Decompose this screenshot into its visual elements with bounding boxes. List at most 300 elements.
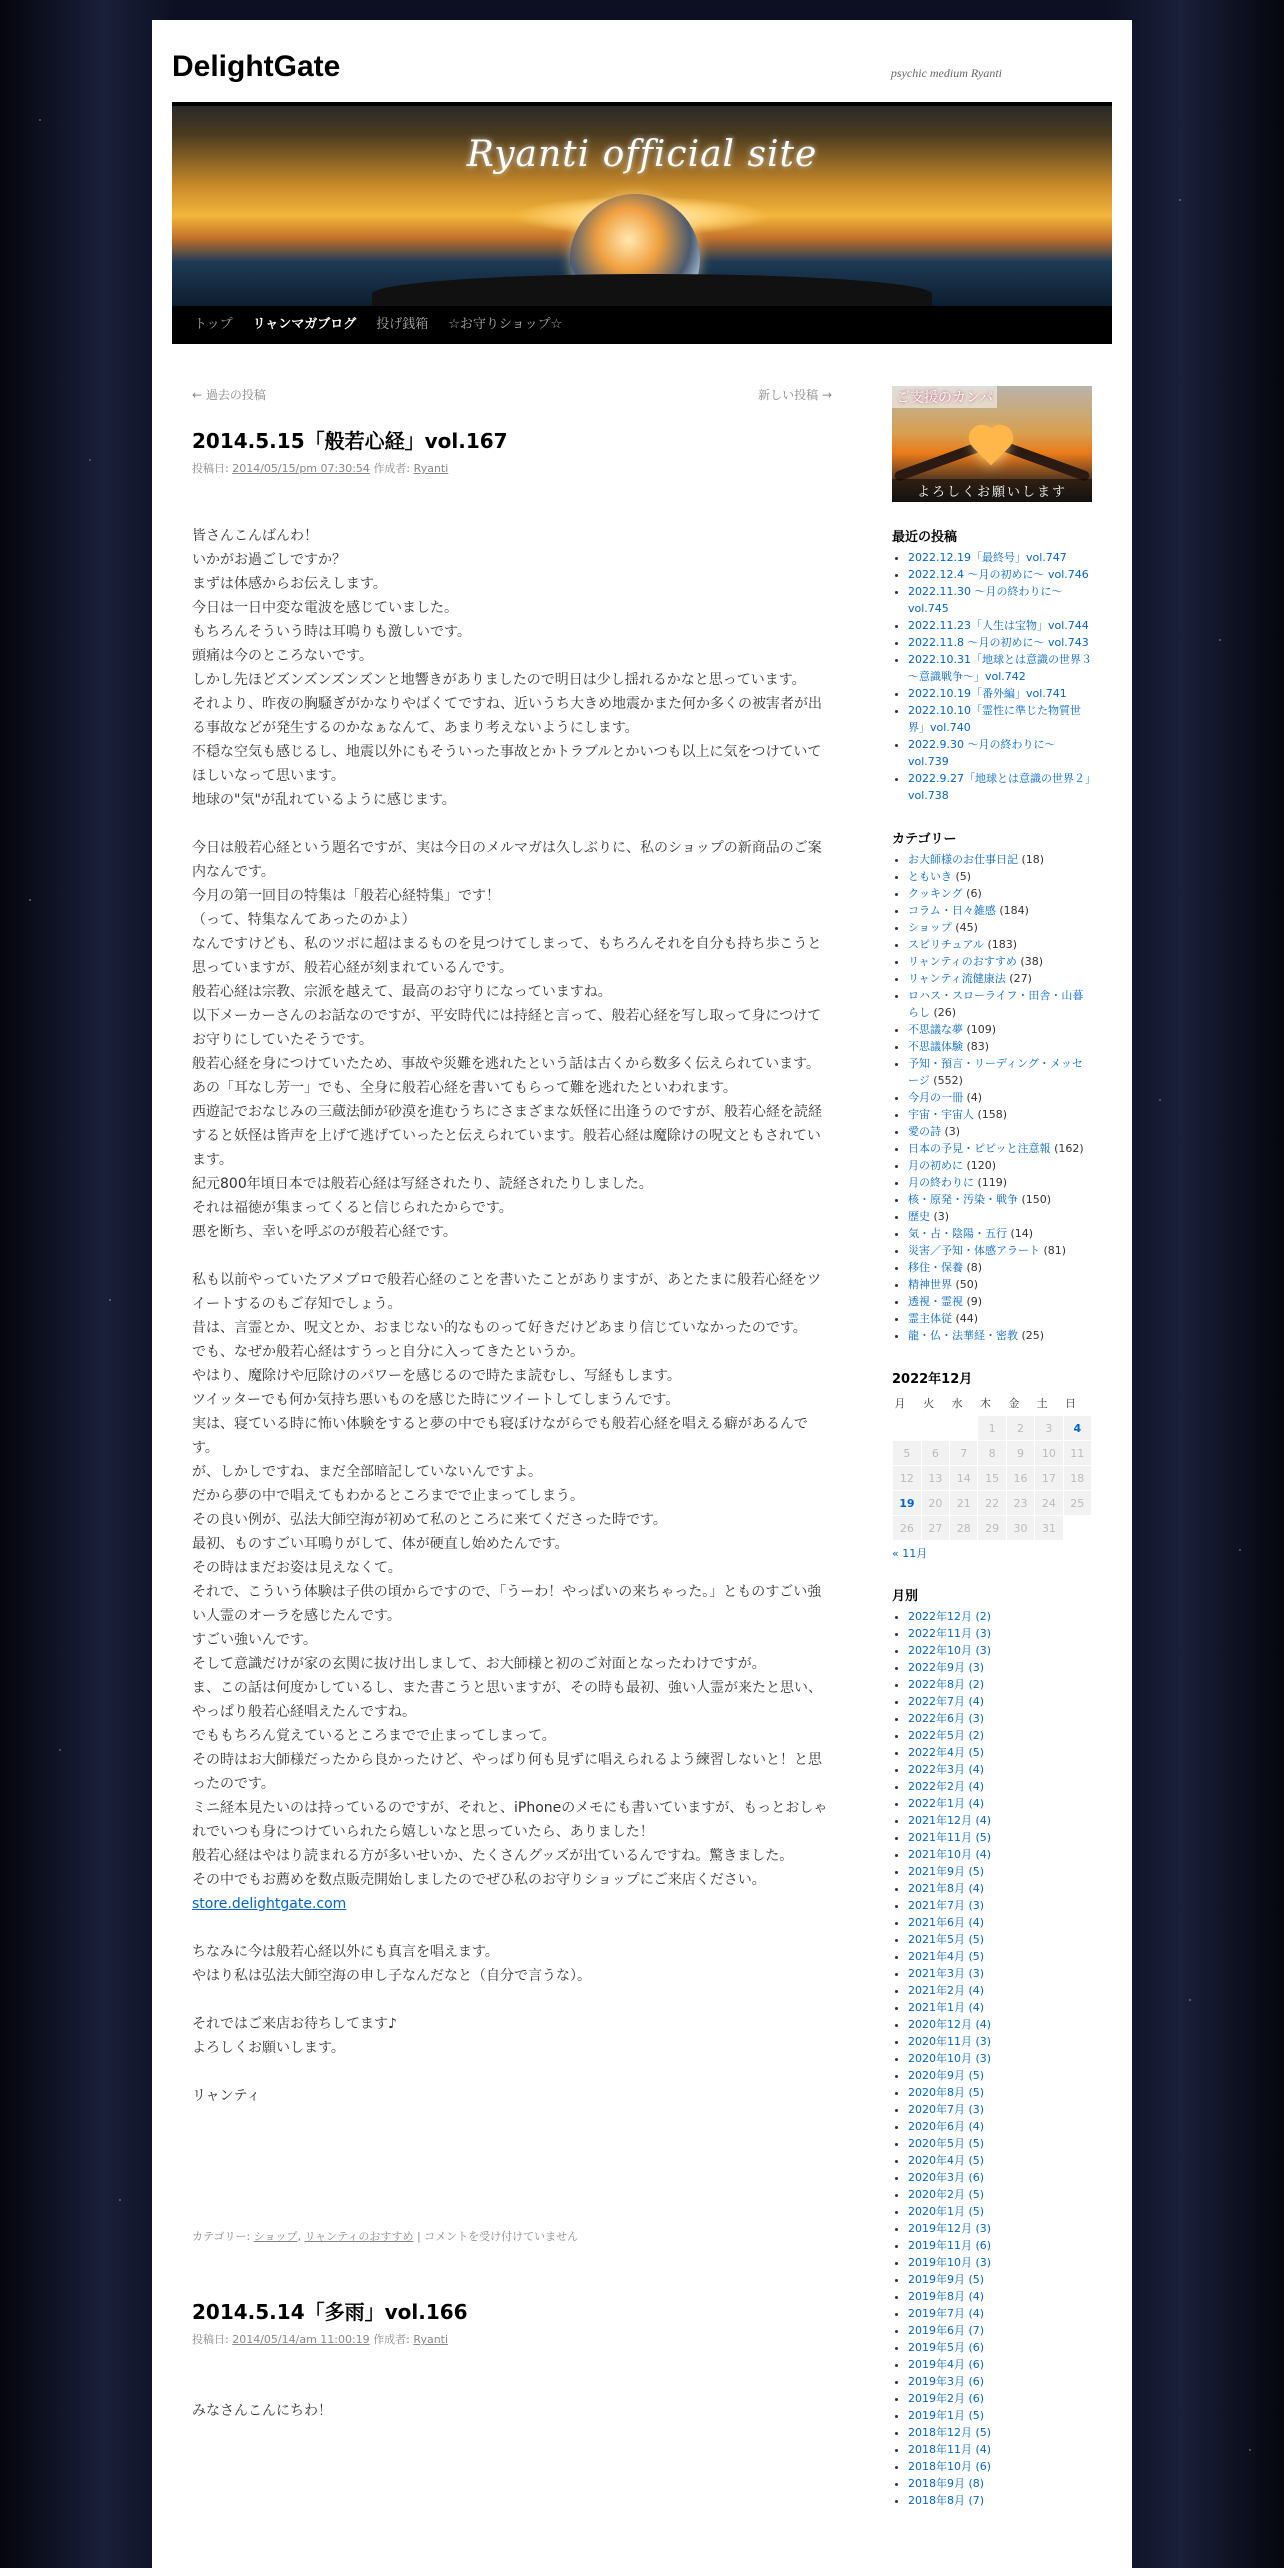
category-count: (27) — [1009, 972, 1032, 985]
meta-author-prefix: 作成者: — [373, 2333, 410, 2346]
recent-post-item — [908, 566, 1092, 583]
archive-link[interactable]: 2019年10月 (3) — [908, 2256, 992, 2269]
recent-post-item — [908, 651, 1092, 685]
category-count: (14) — [1010, 1227, 1034, 1240]
archive-item — [908, 1897, 1092, 1914]
calendar-weekday: 火 — [923, 1397, 935, 1410]
archive-item — [908, 1727, 1092, 1744]
category-link[interactable]: ともいき — [908, 870, 952, 883]
post-paragraph: 般若心経を身につけていたため、事故や災難を逃れたという話は古くから数多く伝えられています。 — [192, 1056, 821, 1072]
archive-link[interactable]: 2019年11月 (6) — [908, 2239, 992, 2252]
post-body — [192, 2399, 832, 2423]
category-count: (5) — [955, 870, 972, 883]
archive-link[interactable]: 2021年9月 (5) — [908, 1865, 985, 1878]
post-paragraph: その中でもお薦めを数点販売開始しましたのでぜひ私のお守りショップにご来店ください。 — [192, 1872, 766, 1888]
calendar-day: 11 — [1063, 1441, 1091, 1466]
category-count: (3) — [933, 1210, 950, 1223]
archive-link[interactable]: 2022年8月 (2) — [908, 1678, 985, 1691]
calendar — [892, 1391, 1092, 1541]
archive-link[interactable]: 2020年2月 (5) — [908, 2188, 985, 2201]
archive-item — [908, 2356, 1092, 2373]
category-count: (109) — [966, 1023, 997, 1036]
calendar-day-link[interactable]: 19 — [893, 1491, 922, 1516]
category-item — [908, 1140, 1092, 1157]
category-item — [908, 1089, 1092, 1106]
archive-item — [908, 1863, 1092, 1880]
category-item — [908, 1327, 1092, 1344]
archive-item — [908, 1931, 1092, 1948]
category-item — [908, 902, 1092, 919]
category-prefix: カテゴリー: — [192, 2230, 251, 2243]
category-link[interactable]: リャンティ流健康法 — [908, 972, 1006, 985]
category-link[interactable]: ロハス・スローライフ・田舎・山暮らし — [908, 989, 1084, 1019]
archive-link[interactable]: 2022年5月 (2) — [908, 1729, 985, 1742]
category-link-shop[interactable]: ショップ — [253, 2230, 298, 2243]
archive-item — [908, 2016, 1092, 2033]
support-banner-image[interactable] — [892, 386, 1092, 502]
calendar-week-row — [893, 1466, 1092, 1491]
category-item — [908, 1310, 1092, 1327]
category-count: (9) — [966, 1295, 983, 1308]
calendar-prev-link[interactable]: « 11月 — [892, 1547, 928, 1560]
post-paragraph: よろしくお願いします。 — [192, 2040, 345, 2056]
category-count: (6) — [966, 887, 982, 900]
archive-link[interactable]: 2019年9月 (5) — [908, 2273, 985, 2286]
category-count: (18) — [1021, 853, 1045, 866]
archives-list — [892, 1608, 1092, 2509]
archive-link[interactable]: 2022年2月 (4) — [908, 1780, 985, 1793]
archive-link[interactable]: 2022年1月 (4) — [908, 1797, 985, 1810]
category-link[interactable]: 不思議体験 — [908, 1040, 963, 1053]
archive-item — [908, 2152, 1092, 2169]
main-nav — [172, 306, 1112, 344]
calendar-day: 17 — [1035, 1466, 1063, 1491]
support-caption-bottom: よろしくお願いします — [892, 479, 1092, 502]
archive-link[interactable]: 2020年3月 (6) — [908, 2171, 985, 2184]
category-link[interactable]: 核・原発・汚染・戦争 — [908, 1193, 1018, 1206]
meta-author-prefix: 作成者: — [373, 462, 411, 475]
archive-item — [908, 2390, 1092, 2407]
post-paragraph — [192, 1892, 832, 1916]
post-paragraph: すごい強いんです。 — [192, 1632, 317, 1648]
archive-link[interactable]: 2021年12月 (4) — [908, 1814, 992, 1827]
archive-link[interactable]: 2019年4月 (6) — [908, 2358, 985, 2371]
calendar-weekday: 月 — [894, 1397, 906, 1410]
category-link[interactable]: リャンティのおすすめ — [908, 955, 1017, 968]
nav-item-blog[interactable]: リャンマガブログ — [252, 317, 357, 332]
category-link[interactable]: 日本の予見・ピピッと注意報 — [908, 1142, 1051, 1155]
post-paragraph: なんですけども、私のツボに超はまるものを見つけてしまって、もちろんそれを自分も持ち歩こうと思っていますが、般若心経が刻まれているんです。 — [192, 936, 822, 976]
category-count: (45) — [955, 921, 978, 934]
archive-item — [908, 2271, 1092, 2288]
archive-item — [908, 1846, 1092, 1863]
archive-item — [908, 2084, 1092, 2101]
category-item — [908, 1157, 1092, 1174]
post-date-link[interactable]: 2014/05/15/pm 07:30:54 — [232, 462, 370, 475]
category-link[interactable]: 予知・預言・リーディング・メッセージ — [908, 1057, 1083, 1087]
header-banner-image — [172, 102, 1112, 306]
calendar-day: 12 — [893, 1466, 922, 1491]
archive-link[interactable]: 2021年2月 (4) — [908, 1984, 985, 1997]
calendar-week-row — [893, 1516, 1092, 1541]
post-navigation — [192, 386, 832, 403]
archive-item — [908, 1999, 1092, 2016]
post-author-link[interactable]: Ryanti — [413, 462, 449, 475]
post-paragraph: 般若心経は宗教、宗派を越えて、最高のお守りになっていますね。 — [192, 984, 612, 1000]
category-count: (162) — [1054, 1142, 1084, 1155]
next-post-link[interactable]: 新しい投稿 → — [758, 388, 832, 402]
category-item — [908, 1293, 1092, 1310]
archive-link[interactable]: 2019年8月 (4) — [908, 2290, 985, 2303]
archive-link[interactable]: 2021年1月 (4) — [908, 2001, 985, 2014]
category-count: (26) — [933, 1006, 957, 1019]
paragraph-gap — [192, 1244, 832, 1268]
category-item — [908, 1174, 1092, 1191]
category-link[interactable]: コラム・日々雑感 — [908, 904, 996, 917]
archive-link[interactable]: 2019年6月 (7) — [908, 2324, 985, 2337]
shop-link[interactable]: store.delightgate.com — [192, 1896, 347, 1912]
archive-item — [908, 2033, 1092, 2050]
recent-post-link[interactable]: 2022.9.30 ～月の終わりに～ vol.739 — [908, 738, 1056, 768]
archive-item — [908, 2101, 1092, 2118]
archive-link[interactable]: 2020年12月 (4) — [908, 2018, 992, 2031]
category-link[interactable]: 気・占・陰陽・五行 — [908, 1227, 1007, 1240]
archive-item — [908, 2441, 1092, 2458]
calendar-day: 20 — [921, 1491, 949, 1516]
archive-link[interactable]: 2020年9月 (5) — [908, 2069, 985, 2082]
category-count: (38) — [1020, 955, 1043, 968]
archive-link[interactable]: 2018年8月 (7) — [908, 2494, 985, 2507]
category-link[interactable]: 歴史 — [908, 1210, 930, 1223]
post-paragraph: 昔は、言霊とか、呪文とか、おまじない的なものって好きだけどあまり信じていなかったのです。 — [192, 1320, 807, 1336]
category-count: (150) — [1021, 1193, 1052, 1206]
archive-item — [908, 1948, 1092, 1965]
archive-link[interactable]: 2020年6月 (4) — [908, 2120, 985, 2133]
category-link[interactable]: ショップ — [908, 921, 952, 934]
calendar-empty-cell — [950, 1416, 978, 1441]
category-link[interactable]: 透視・霊視 — [908, 1295, 963, 1308]
post-paragraph: それは福徳が集まってくると信じられたからです。 — [192, 1200, 513, 1216]
calendar-day-link[interactable]: 4 — [1063, 1416, 1091, 1441]
archive-item — [908, 2254, 1092, 2271]
paragraph-gap — [192, 812, 832, 836]
archive-link[interactable]: 2020年4月 (5) — [908, 2154, 985, 2167]
archive-item — [908, 2373, 1092, 2390]
post-paragraph: 西遊記でおなじみの三蔵法師が砂漠を進むうちにさまざまな妖怪に出逢うのですが、般若心経を読経すると妖怪は皆声を上げて逃げていったと伝えられています。般若心経は魔除けの呪文ともされています。 — [192, 1104, 822, 1168]
archive-link[interactable]: 2021年11月 (5) — [908, 1831, 992, 1844]
archive-item — [908, 1608, 1092, 1625]
calendar-day: 14 — [950, 1466, 978, 1491]
calendar-empty-cell — [893, 1416, 922, 1441]
calendar-empty-cell — [921, 1416, 949, 1441]
banner-title: Ryanti official site — [466, 134, 818, 175]
category-link[interactable]: 龍・仏・法華経・密教 — [908, 1329, 1018, 1342]
archive-link[interactable]: 2021年3月 (3) — [908, 1967, 985, 1980]
post-paragraph: ちなみに今は般若心経以外にも真言を唱えます。 — [192, 1944, 499, 1960]
category-item — [908, 1276, 1092, 1293]
calendar-day: 18 — [1063, 1466, 1091, 1491]
archives-title: 月別 — [892, 1589, 919, 1604]
archive-link[interactable]: 2021年4月 (5) — [908, 1950, 985, 1963]
prev-post-link[interactable]: ← 過去の投稿 — [192, 388, 266, 402]
recent-post-link[interactable]: 2022.9.27「地球とは意識の世界２」vol.738 — [908, 772, 1091, 802]
category-item — [908, 1242, 1092, 1259]
main-content — [192, 386, 832, 2423]
calendar-week-row — [893, 1491, 1092, 1516]
site-title[interactable]: DelightGate — [172, 50, 341, 83]
post-paragraph: 地球の"気"が乱れているように感じます。 — [192, 792, 456, 808]
archive-link[interactable]: 2020年7月 (3) — [908, 2103, 985, 2116]
categories-title: カテゴリー — [892, 832, 957, 847]
recent-posts-title: 最近の投稿 — [892, 530, 958, 545]
archive-item — [908, 1795, 1092, 1812]
archive-link[interactable]: 2020年1月 (5) — [908, 2205, 985, 2218]
archive-item — [908, 1659, 1092, 1676]
calendar-day: 23 — [1006, 1491, 1034, 1516]
post-paragraph: だから夢の中で唱えてもわかるところまでで止まってしまう。 — [192, 1488, 584, 1504]
archive-link[interactable]: 2021年6月 (4) — [908, 1916, 985, 1929]
archive-link[interactable]: 2020年5月 (5) — [908, 2137, 985, 2150]
post-paragraph: もちろんそういう時は耳鳴りも激しいです。 — [192, 624, 471, 640]
meta-date-prefix: 投稿日: — [192, 462, 229, 475]
category-link[interactable]: スピリチュアル — [908, 938, 985, 951]
calendar-day: 28 — [950, 1516, 978, 1541]
archive-link[interactable]: 2022年12月 (2) — [908, 1610, 992, 1623]
category-item — [908, 1038, 1092, 1055]
post-paragraph: それではご来店お待ちしてます♪ — [192, 2016, 397, 2032]
paragraph-gap — [192, 2060, 832, 2084]
post-paragraph: まずは体感からお伝えします。 — [192, 576, 387, 592]
category-count: (183) — [987, 938, 1018, 951]
recent-post-item — [908, 549, 1092, 566]
category-link[interactable]: 霊主体従 — [908, 1312, 952, 1325]
recent-post-link[interactable]: 2022.11.23「人生は宝物」vol.744 — [908, 619, 1089, 632]
archive-link[interactable]: 2021年8月 (4) — [908, 1882, 985, 1895]
calendar-day: 26 — [893, 1516, 922, 1541]
comments-closed-text: | コメントを受け付けていません — [416, 2230, 579, 2243]
archive-item — [908, 1744, 1092, 1761]
recent-post-link[interactable]: 2022.11.8 ～月の初めに～ vol.743 — [908, 636, 1089, 649]
recent-post-item — [908, 736, 1092, 770]
archive-link[interactable]: 2020年11月 (3) — [908, 2035, 992, 2048]
archive-item — [908, 1761, 1092, 1778]
recent-post-link[interactable]: 2022.11.30 ～月の終わりに～ vol.745 — [908, 585, 1063, 615]
post-paragraph: でも、なぜか般若心経はすうっと自分に入ってきたというか。 — [192, 1344, 584, 1360]
archive-link[interactable]: 2021年7月 (3) — [908, 1899, 985, 1912]
archive-item — [908, 1710, 1092, 1727]
category-link[interactable]: 災害／予知・体感アラート — [908, 1244, 1040, 1257]
post-title[interactable]: 2014.5.14「多雨」vol.166 — [192, 2300, 468, 2324]
nav-item-top[interactable]: トップ — [194, 317, 233, 332]
archive-item — [908, 2288, 1092, 2305]
nav-item-shop[interactable]: ☆お守りショップ☆ — [448, 317, 563, 332]
calendar-day: 29 — [978, 1516, 1006, 1541]
heart-icon — [973, 429, 1010, 466]
archive-item — [908, 2339, 1092, 2356]
archive-link[interactable]: 2022年9月 (3) — [908, 1661, 985, 1674]
archive-link[interactable]: 2019年3月 (6) — [908, 2375, 985, 2388]
category-link[interactable]: 月の初めに — [908, 1159, 963, 1172]
category-item — [908, 1021, 1092, 1038]
calendar-day: 30 — [1006, 1516, 1034, 1541]
archive-link[interactable]: 2022年7月 (4) — [908, 1695, 985, 1708]
archive-item — [908, 1642, 1092, 1659]
calendar-day: 22 — [978, 1491, 1006, 1516]
calendar-weekday: 木 — [979, 1397, 991, 1410]
post-paragraph: 今日は一日中変な電波を感じていました。 — [192, 600, 458, 616]
archive-link[interactable]: 2022年4月 (5) — [908, 1746, 985, 1759]
archive-item — [908, 2458, 1092, 2475]
calendar-day: 27 — [921, 1516, 949, 1541]
archive-link[interactable]: 2021年5月 (5) — [908, 1933, 985, 1946]
post-paragraph: 私も以前やっていたアメブロで般若心経のことを書いたことがありますが、あとたまに般若心経をツイートするのもご存知でしょう。 — [192, 1272, 822, 1312]
archive-item — [908, 1676, 1092, 1693]
category-count: (120) — [966, 1159, 997, 1172]
recent-post-item — [908, 770, 1092, 804]
post-paragraph: 以下メーカーさんのお話なのですが、平安時代には持経と言って、般若心経を写し取って身につけてお守りにしていたそうです。 — [192, 1008, 822, 1048]
archive-link[interactable]: 2018年10月 (6) — [908, 2460, 992, 2473]
archive-link[interactable]: 2019年2月 (6) — [908, 2392, 985, 2405]
post-paragraph: 皆さんこんばんわ！ — [192, 528, 318, 544]
post-paragraph: ツイッターでも何か気持ち悪いものを感じた時にツイートしてしまうんです。 — [192, 1392, 680, 1408]
archive-link[interactable]: 2018年12月 (5) — [908, 2426, 992, 2439]
sidebar — [892, 386, 1092, 2509]
calendar-day: 8 — [978, 1441, 1006, 1466]
calendar-weekday-row — [893, 1391, 1092, 1416]
archive-link[interactable]: 2018年11月 (4) — [908, 2443, 992, 2456]
post-paragraph: やはり私は弘法大師空海の申し子なんだなと（自分で言うな）。 — [192, 1968, 591, 1984]
recent-post-item — [908, 702, 1092, 736]
calendar-day: 15 — [978, 1466, 1006, 1491]
post-paragraph: それで、こういう体験は子供の頃からですので、「うーわ！やっぱいの来ちゃった。」とものすごい強い人霊のオーラを感じたんです。 — [192, 1584, 822, 1624]
meta-date-prefix: 投稿日: — [192, 2333, 229, 2346]
archive-item — [908, 2407, 1092, 2424]
post-title[interactable]: 2014.5.15「般若心経」vol.167 — [192, 429, 508, 453]
nav-item-tip-box[interactable]: 投げ銭箱 — [376, 317, 429, 332]
archive-item — [908, 1880, 1092, 1897]
post-paragraph: 不穏な空気も感じるし、地震以外にもそういった事故とかトラブルとかいつも以上に気をつけていてほしいなって思います。 — [192, 744, 822, 784]
recent-posts-list — [892, 549, 1092, 804]
category-link[interactable]: 不思議な夢 — [908, 1023, 963, 1036]
recent-post-link[interactable]: 2022.10.10「霊性に準じた物質世界」vol.740 — [908, 704, 1081, 734]
archive-link[interactable]: 2019年12月 (3) — [908, 2222, 992, 2235]
archive-link[interactable]: 2021年10月 (4) — [908, 1848, 992, 1861]
archive-item — [908, 1625, 1092, 1642]
archive-item — [908, 2050, 1092, 2067]
category-link[interactable]: 今月の一冊 — [908, 1091, 963, 1104]
calendar-weekday: 土 — [1036, 1397, 1048, 1410]
category-item — [908, 1259, 1092, 1276]
calendar-weekday: 金 — [1008, 1397, 1020, 1410]
category-count: (8) — [966, 1261, 983, 1274]
archive-item — [908, 2424, 1092, 2441]
category-count: (119) — [977, 1176, 1008, 1189]
category-link[interactable]: 愛の詩 — [908, 1125, 941, 1138]
recent-post-item — [908, 617, 1092, 634]
category-link[interactable]: 移住・保養 — [908, 1261, 963, 1274]
category-count: (50) — [955, 1278, 979, 1291]
archive-link[interactable]: 2022年10月 (3) — [908, 1644, 992, 1657]
category-item — [908, 970, 1092, 987]
archive-item — [908, 2475, 1092, 2492]
post-paragraph: そして意識だけが家の玄関に抜け出しまして、お大師様と初のご対面となったわけですが。 — [192, 1656, 766, 1672]
category-item — [908, 1123, 1092, 1140]
calendar-day: 25 — [1063, 1491, 1091, 1516]
post-paragraph: いかがお過ごしですか？ — [192, 552, 346, 568]
calendar-day: 10 — [1035, 1441, 1063, 1466]
recent-post-item — [908, 583, 1092, 617]
post-paragraph: でももちろん覚えているところまでで止まってしまって。 — [192, 1728, 556, 1744]
post-paragraph: 悪を断ち、幸いを呼ぶのが般若心経です。 — [192, 1224, 457, 1240]
category-link[interactable]: お大師様のお仕事日記 — [908, 853, 1018, 866]
archive-item — [908, 2322, 1092, 2339]
category-link[interactable]: クッキング — [908, 887, 963, 900]
archive-item — [908, 1914, 1092, 1931]
category-count: (4) — [966, 1091, 983, 1104]
rocks-silhouette — [372, 274, 932, 306]
post-paragraph: が、しかしですね、まだ全部暗記していないんですよ。 — [192, 1464, 542, 1480]
category-link[interactable]: 精神世界 — [908, 1278, 952, 1291]
category-item — [908, 868, 1092, 885]
archive-item — [908, 2305, 1092, 2322]
recent-post-link[interactable]: 2022.10.31「地球とは意識の世界３～意識戦争～」vol.742 — [908, 653, 1092, 683]
category-item — [908, 851, 1092, 868]
calendar-day: 9 — [1006, 1441, 1034, 1466]
post-author-link[interactable]: Ryanti — [413, 2333, 449, 2346]
archive-item — [908, 2237, 1092, 2254]
post-date-link[interactable]: 2014/05/14/am 11:00:19 — [232, 2333, 370, 2346]
post-footer: カテゴリー: ショップ, リャンティのおすすめ | コメントを受け付けていません — [192, 2230, 579, 2243]
archive-link[interactable]: 2020年8月 (5) — [908, 2086, 985, 2099]
page-wrapper — [152, 20, 1132, 2568]
recent-post-link[interactable]: 2022.12.4 ～月の初めに～ vol.746 — [908, 568, 1089, 581]
archive-item — [908, 2118, 1092, 2135]
archive-link[interactable]: 2020年10月 (3) — [908, 2052, 992, 2065]
category-item — [908, 953, 1092, 970]
post-paragraph: 最初、ものすごい耳鳴りがして、体が硬直し始めたんです。 — [192, 1536, 569, 1552]
archive-item — [908, 2492, 1092, 2509]
calendar-week-row — [893, 1416, 1092, 1441]
archive-link[interactable]: 2019年7月 (4) — [908, 2307, 985, 2320]
archive-link[interactable]: 2018年9月 (8) — [908, 2477, 985, 2490]
hand-silhouette-right — [997, 440, 1091, 482]
category-count: (44) — [955, 1312, 979, 1325]
post-meta — [192, 460, 832, 476]
category-link-recommend[interactable]: リャンティのおすすめ — [304, 2230, 414, 2243]
category-link[interactable]: 宇宙・宇宙人 — [908, 1108, 974, 1121]
archive-link[interactable]: 2019年1月 (5) — [908, 2409, 985, 2422]
category-item — [908, 1106, 1092, 1123]
calendar-day: 1 — [978, 1416, 1006, 1441]
calendar-weekday: 日 — [1065, 1397, 1077, 1410]
post-paragraph: 今月の第一回目の特集は「般若心経特集」です！ — [192, 888, 500, 904]
archive-link[interactable]: 2019年5月 (6) — [908, 2341, 985, 2354]
category-count: (83) — [966, 1040, 990, 1053]
post-paragraph: ミニ経本見たいのは持っているのですが、それと、iPhoneのメモにも書いていますが、もっとおしゃれでいつも身につけていられたら嬉しいなと思っていたら、ありました！ — [192, 1800, 828, 1840]
post — [192, 425, 832, 2244]
category-link[interactable]: 月の終わりに — [908, 1176, 974, 1189]
recent-post-link[interactable]: 2022.12.19「最終号」vol.747 — [908, 551, 1067, 564]
category-item — [908, 1208, 1092, 1225]
recent-post-link[interactable]: 2022.10.19「番外編」vol.741 — [908, 687, 1067, 700]
post — [192, 2296, 832, 2423]
calendar-day: 6 — [921, 1441, 949, 1466]
recent-post-item — [908, 634, 1092, 651]
archive-link[interactable]: 2022年11月 (3) — [908, 1627, 992, 1640]
archive-link[interactable]: 2022年3月 (4) — [908, 1763, 985, 1776]
archive-link[interactable]: 2022年6月 (3) — [908, 1712, 985, 1725]
post-paragraph: その時はお大師様だったから良かったけど、やっぱり何も見ずに唱えられるよう練習しないと！と思ったのです。 — [192, 1752, 822, 1792]
